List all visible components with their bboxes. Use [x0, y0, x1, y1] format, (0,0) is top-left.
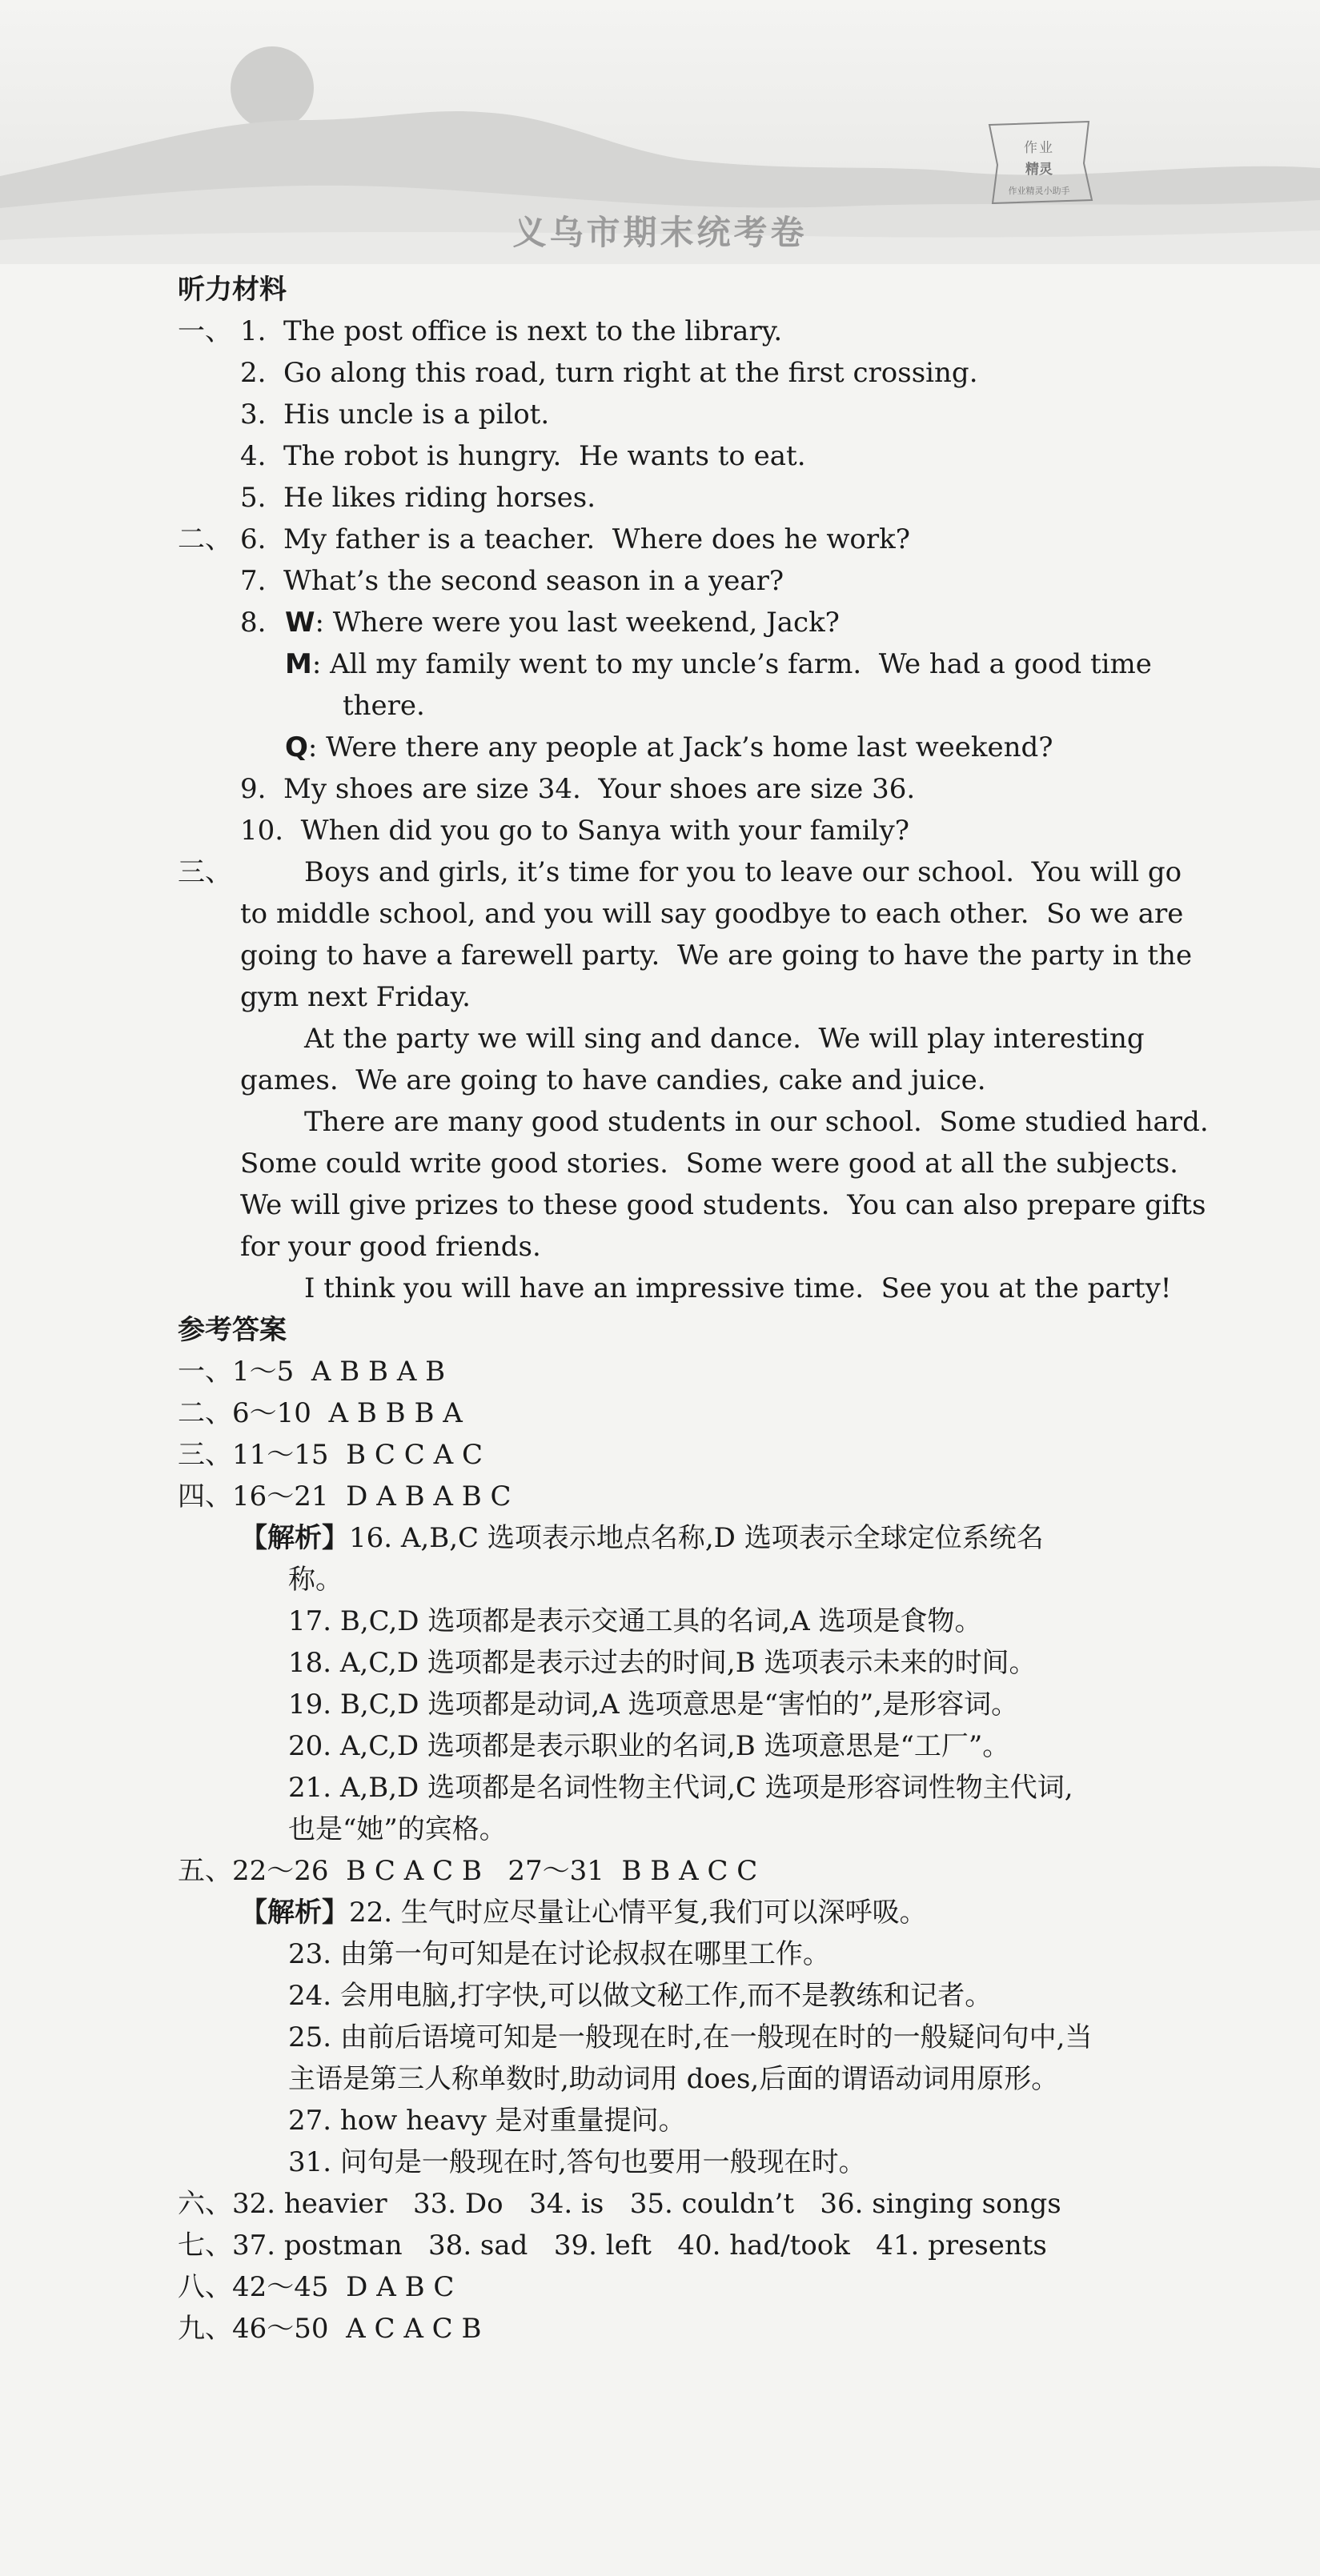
part2-number: 二、: [178, 523, 232, 555]
part3-number: 三、: [178, 856, 232, 888]
listening-q8-number: 8.: [240, 607, 267, 639]
answer-part1: 一、1～5 A B B A B: [178, 1356, 446, 1388]
analysis-21: 21. A,B,D 选项都是名词性物主代词,C 选项是形容词性物主代词,: [288, 1772, 1073, 1804]
answer-part9: 九、46～50 A C A C B: [178, 2313, 482, 2345]
speaker-m-text: : All my family went to my uncle’s farm. We had a good time: [311, 648, 1152, 680]
analysis-22-text: 22. 生气时应尽量让心情平复,我们可以深呼吸。: [349, 1897, 927, 1929]
analysis-19: 19. B,C,D 选项都是动词,A 选项意思是“害怕的”,是形容词。: [288, 1689, 1019, 1721]
stamp-logo: [983, 120, 1095, 206]
analysis-22: [240, 1895, 927, 1930]
passage-p3-line1: There are many good students in our school. Some studied hard.: [304, 1106, 1209, 1138]
speaker-w-text: : Where were you last weekend, Jack?: [315, 607, 840, 639]
passage-p2-line2: games. We are going to have candies, cake and juice.: [240, 1064, 986, 1096]
passage-p3-line2: Some could write good stories. Some were good at all the subjects.: [240, 1148, 1178, 1180]
speaker-w-label: W: [285, 607, 315, 639]
listening-q8-m: [285, 647, 1152, 682]
analysis-25-cont: 主语是第三人称单数时,助动词用 does,后面的谓语动词用原形。: [288, 2063, 1059, 2095]
analysis-21-cont: 也是“她”的宾格。: [288, 1813, 507, 1845]
analysis-27: 27. how heavy 是对重量提问。: [288, 2105, 686, 2137]
listening-q8-w: [285, 605, 840, 640]
passage-p4: I think you will have an impressive time. See you at the party!: [304, 1272, 1172, 1304]
passage-p3-line4: for your good friends.: [240, 1231, 541, 1263]
answer-part6: 六、32. heavier 33. Do 34. is 35. couldn’t 36. singing songs: [178, 2188, 1061, 2220]
listening-q9: 9. My shoes are size 34. Your shoes are size 36.: [240, 773, 916, 805]
answer-part3: 三、11～15 B C C A C: [178, 1439, 483, 1471]
listening-heading: 听力材料: [178, 274, 287, 306]
listening-q8-m-cont: there.: [343, 690, 425, 722]
analysis-20: 20. A,C,D 选项都是表示职业的名词,B 选项意思是“工厂”。: [288, 1730, 1010, 1762]
stamp-top-text: 作业: [1024, 140, 1054, 156]
analysis-24: 24. 会用电脑,打字快,可以做文秘工作,而不是教练和记者。: [288, 1980, 993, 2012]
speaker-q-label: Q: [285, 731, 308, 763]
passage-p1-line2: to middle school, and you will say goodbye to each other. So we are: [240, 898, 1184, 930]
answer-part8: 八、42～45 D A B C: [178, 2271, 455, 2303]
analysis-31: 31. 问句是一般现在时,答句也要用一般现在时。: [288, 2146, 866, 2178]
speaker-q-text: : Were there any people at Jack’s home last weekend?: [307, 731, 1053, 763]
analysis-18: 18. A,C,D 选项都是表示过去的时间,B 选项表示未来的时间。: [288, 1647, 1037, 1679]
listening-q10: 10. When did you go to Sanya with your family?: [240, 815, 909, 847]
answers-heading: 参考答案: [178, 1314, 287, 1346]
passage-p1-line4: gym next Friday.: [240, 981, 471, 1013]
listening-q7: 7. What’s the second season in a year?: [240, 565, 784, 597]
analysis-label: 【解析】: [240, 1522, 349, 1554]
analysis-23: 23. 由第一句可知是在讨论叔叔在哪里工作。: [288, 1938, 830, 1970]
passage-p2-line1: At the party we will sing and dance. We will play interesting: [304, 1023, 1145, 1055]
listening-q3: 3. His uncle is a pilot.: [240, 399, 550, 431]
analysis-25: 25. 由前后语境可知是一般现在时,在一般现在时的一般疑问句中,当: [288, 2021, 1093, 2053]
answer-part7: 七、37. postman 38. sad 39. left 40. had/took 41. presents: [178, 2229, 1047, 2262]
analysis-label-2: 【解析】: [240, 1897, 349, 1929]
analysis-16-text: 16. A,B,C 选项表示地点名称,D 选项表示全球定位系统名: [349, 1522, 1044, 1554]
passage-p1-line1: Boys and girls, it’s time for you to leave our school. You will go: [304, 856, 1182, 888]
analysis-16: [240, 1520, 1044, 1556]
passage-p3-line3: We will give prizes to these good students. You can also prepare gifts: [240, 1189, 1206, 1221]
analysis-16-cont: 称。: [288, 1564, 343, 1596]
part1-number: 一、: [178, 315, 232, 347]
analysis-17: 17. B,C,D 选项都是表示交通工具的名词,A 选项是食物。: [288, 1605, 982, 1637]
answer-part2: 二、6～10 A B B B A: [178, 1397, 463, 1429]
answer-part4: 四、16～21 D A B A B C: [178, 1480, 512, 1512]
sun-icon: [231, 46, 314, 130]
stamp-bottom-text: 作业精灵小助手: [1008, 186, 1070, 196]
listening-q2: 2. Go along this road, turn right at the first crossing.: [240, 357, 978, 389]
header-banner: [0, 0, 1320, 264]
listening-q8-q: [285, 730, 1053, 765]
page-title: 义乌市期末统考卷: [512, 213, 808, 252]
listening-q4: 4. The robot is hungry. He wants to eat.: [240, 440, 806, 472]
listening-q5: 5. He likes riding horses.: [240, 482, 596, 514]
stamp-mid-text: 精灵: [1025, 162, 1053, 178]
passage-p1-line3: going to have a farewell party. We are going to have the party in the: [240, 939, 1193, 972]
speaker-m-label: M: [285, 648, 312, 680]
listening-q1: 1. The post office is next to the library.: [240, 315, 783, 347]
answer-part5: 五、22～26 B C A C B 27～31 B B A C C: [178, 1855, 758, 1887]
listening-q6: 6. My father is a teacher. Where does he work?: [240, 523, 910, 555]
